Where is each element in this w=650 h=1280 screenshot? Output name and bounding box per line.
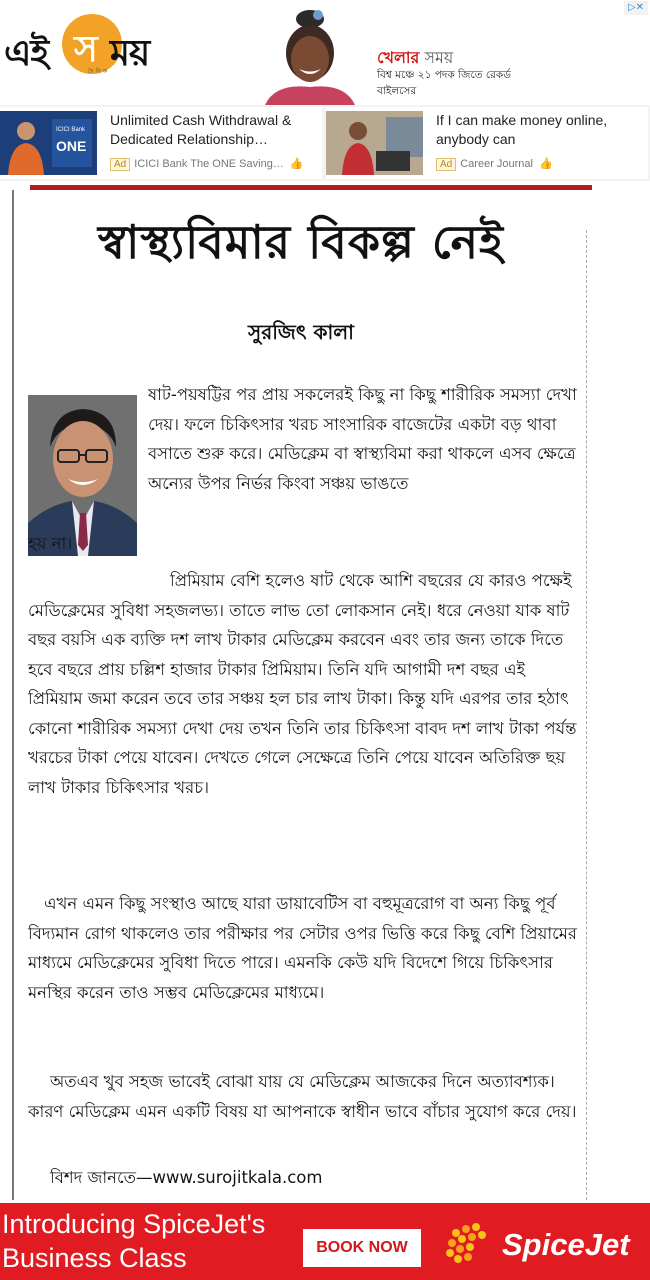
thumbs-up-icon[interactable]: 👍 bbox=[539, 158, 553, 170]
spicejet-logo bbox=[442, 1215, 642, 1273]
sponsored-title[interactable]: If I can make money online, anybody can bbox=[436, 112, 608, 147]
spicejet-banner-ad[interactable] bbox=[0, 1203, 650, 1280]
book-now-button[interactable]: BOOK NOW bbox=[303, 1229, 421, 1267]
article-headline: স্বাস্থ্যবিমার বিকল্প নেই bbox=[98, 215, 504, 269]
banner-text: Introducing SpiceJet's Business Class bbox=[2, 1209, 266, 1273]
article-top-rule bbox=[30, 185, 592, 190]
sponsored-row bbox=[0, 105, 650, 181]
article-paragraph-1: ষাট-পয়ষট্টির পর প্রায় সকলেরই কিছু না কিছু শারীরিক সমস্যা দেখা দেয়। ফলে চিকিৎসার খরচ সাংসারিক বাজেটের একটা বড় থাবা বসাতে শুরু করে। মেডিক্লেম বা স্বাস্থ্যবিমা করা থাকলে এসব ক্ষেত্রে অন্যের উপর নির্ভর কিংবা সঞ্চয় ভাঙতে bbox=[148, 385, 577, 493]
article-contact-line: বিশদ জানতে—www.surojitkala.com bbox=[50, 1168, 323, 1187]
sponsored-source: Career Journal bbox=[460, 158, 533, 170]
sports-promo[interactable] bbox=[255, 3, 540, 105]
sponsored-meta bbox=[110, 157, 304, 171]
article-right-rule bbox=[586, 230, 587, 1200]
article-paragraph-3: এখন এমন কিছু সংস্থাও আছে যারা ডায়াবেটিস বা বহুমূত্ররোগ বা অন্য কিছু পূর্ব বিদ্যমান রোগ থাকলেও তার পরীক্ষার পর সেটার ওপর ভিত্তি করে কিছু বেশি প্রিয়ামের মাধ্যমে মেডিক্লেমের সুবিধা দিতে পারে। এমনকি কেউ যদি বিদেশে গিয়ে চিকিৎসার মনস্থির করেন তাও সম্ভব মেডিক্লেমের মাধ্যমে। bbox=[28, 894, 577, 1002]
icici-thumb-one: ONE bbox=[56, 138, 87, 154]
adchoices-icon[interactable]: ▷✕ bbox=[624, 1, 648, 15]
logo-text-right: ময় bbox=[110, 33, 150, 74]
article-left-rule bbox=[12, 190, 14, 1200]
thumbs-up-icon[interactable]: 👍 bbox=[289, 158, 304, 170]
article-paragraph-2: প্রিমিয়াম বেশি হলেও ষাট থেকে আশি বছরের যে কারও পক্ষেই মেডিক্লেমের সুবিধা সহজলভ্য। তাতে লাভ তো লোকসান নেই। ধরে নেওয়া যাক ষাট বছর বয়সি এক ব্যক্তি দশ লাখ টাকার মেডিক্লেম করবেন এবং তার জন্য তাকে দিতে হবে বছরে প্রায় চল্লিশ হাজার টাকার প্রিমিয়াম। তিনি যদি আগামী দশ বছর এই প্রিমিয়াম জমা করেন তবে তার সঞ্চয় হল চার লাখ টাকা। কিন্তু যদি এরপর তার হঠাৎ কোনো শারীরিক সমস্যা দেখা দেয় তখন তিনি তার চিকিৎসা বাবদ দশ লাখ টাকা পর্যন্ত খরচের টাকা পেয়ে যাবেন। দেখতে গেলে সেক্ষেত্রে তিনি পেয়ে যাবেন অতিরিক্ত ছয় লাখ টাকার চিকিৎসার খরচ। bbox=[28, 571, 577, 797]
career-ad-thumbnail bbox=[326, 111, 423, 175]
article-paragraph-1-end: হয় না। bbox=[28, 534, 73, 553]
article-byline: সুরজিৎ কালা bbox=[248, 320, 354, 344]
banner-brand: SpiceJet bbox=[502, 1227, 630, 1262]
sponsored-title[interactable]: Unlimited Cash Withdrawal & Dedicated Relationship… bbox=[110, 112, 292, 147]
ad-badge: Ad bbox=[110, 158, 130, 171]
ad-badge: Ad bbox=[436, 158, 456, 171]
article-paragraph-4: অতএব খুব সহজ ভাবেই বোঝা যায় যে মেডিক্লেম আজকের দিনে অত্যাবশ্যক। কারণ মেডিক্লেম এমন একটি বিষয় যা আপনাকে স্বাধীন ভাবে বাঁচার সুযোগ করে দেয়। bbox=[28, 1072, 577, 1121]
spicejet-dots-icon bbox=[442, 1215, 498, 1273]
athlete-photo bbox=[255, 3, 365, 105]
icici-ad-thumbnail bbox=[0, 111, 97, 175]
promo-title-part2: সময় bbox=[419, 48, 454, 67]
promo-title-part1: খেলার bbox=[377, 48, 420, 67]
logo-text-middle: স bbox=[74, 29, 98, 70]
masthead bbox=[0, 0, 650, 105]
sponsored-source: ICICI Bank The ONE Saving… bbox=[134, 158, 284, 170]
icici-thumb-brand: ICICI Bank bbox=[56, 127, 86, 133]
sponsored-card-icici[interactable] bbox=[0, 107, 322, 179]
sponsored-meta bbox=[436, 157, 553, 171]
logo-text-left: এই bbox=[4, 33, 49, 74]
site-logo[interactable] bbox=[4, 12, 164, 78]
promo-subtitle: বিশ্ব মঞ্চে ২১ পদক জিতে রেকর্ড বাইলসের bbox=[377, 69, 511, 97]
logo-tagline: দৈনিক bbox=[88, 68, 110, 75]
sponsored-card-career[interactable] bbox=[326, 107, 648, 179]
